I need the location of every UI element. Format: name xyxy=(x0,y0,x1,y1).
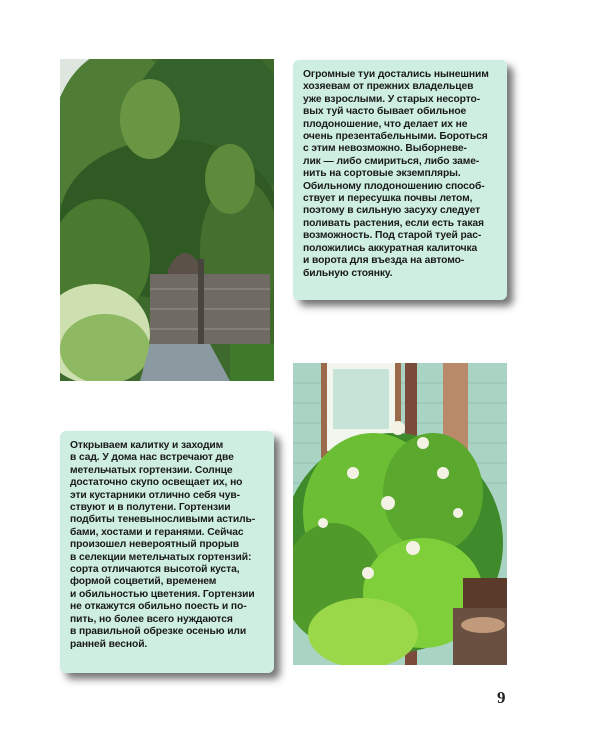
text-box-thuja xyxy=(293,60,507,300)
page-number: 9 xyxy=(497,688,506,707)
paragraph-thuja: Огромные туи достались нынешним хозяевам от прежних владельцев уже взрослыми. У старых несорто- вых туй часто бывает обильное плодоношение, что делает их не очень презентабельными. Бороться с этим невозможно. Выборневе- лик — либо смириться, либо заме- нить на сортовые экземпляры. Обильному плодоношению способ- ствует и пересушка почвы летом, поэтому в сильную засуху следует поливать растения, если есть такая возможность. Под старой туей рас- положились аккуратная калиточка и ворота для въезда на автомо- бильную стоянку. xyxy=(303,69,489,279)
paragraph-hydrangea: Открываем калитку и заходим в сад. У дома нас встречают две метельчатых гортензии. Солнце достаточно скупо освещает их, но эти кустарники отлично себя чув- ствуют и в полутени. Гортензии подбиты теневыносливыми астиль- бами, хостами и геранями. Сейчас произошел невероятный прорыв в селекции метельчатых гортензий: сорта отличаются высотой куста, формой соцветий, временем и обильностью цветения. Гортензии не откажутся обильно поесть и по- пить, но более всего нуждаются в правильной обрезке осенью или ранней весной. xyxy=(70,440,256,650)
thuja-gate-image xyxy=(60,59,274,381)
thuja-gate-photo xyxy=(60,59,274,381)
hydrangea-photo xyxy=(293,363,507,665)
text-box-hydrangea xyxy=(60,431,274,673)
hydrangea-image xyxy=(293,363,507,665)
